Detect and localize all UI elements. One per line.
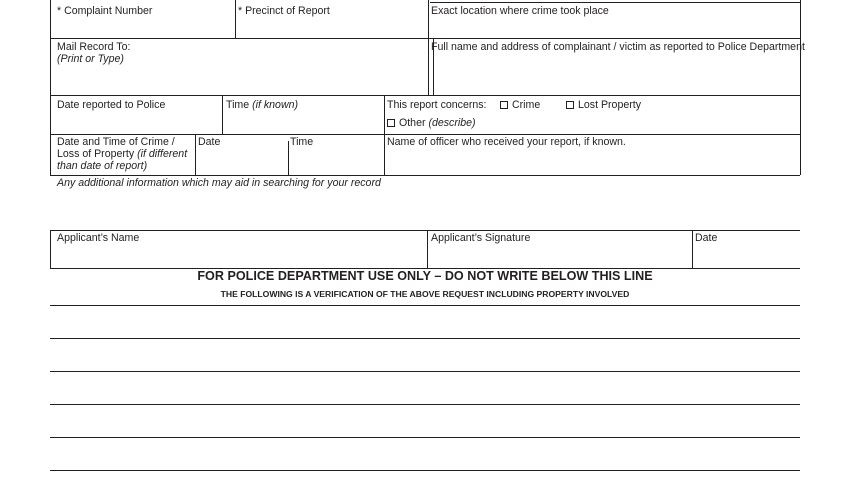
divider-crime-time bbox=[288, 141, 289, 175]
full-name-address-label: Full name and address of complainant / victim as reported to Police Department bbox=[431, 41, 805, 53]
print-or-type-label: (Print or Type) bbox=[57, 53, 124, 65]
date-time-crime-label-3: than date of report) bbox=[57, 160, 148, 172]
police-line-3 bbox=[50, 371, 800, 372]
exact-location-label: Exact location where crime took place bbox=[431, 5, 609, 17]
date-reported-label: Date reported to Police bbox=[57, 99, 166, 111]
signature-date-label: Date bbox=[695, 232, 718, 244]
divider-mid-row2 bbox=[428, 38, 429, 95]
applicant-signature-label: Applicant’s Signature bbox=[431, 232, 531, 244]
lost-property-option[interactable]: Lost Property bbox=[566, 99, 641, 111]
time-if-known-label: Time (if known) bbox=[226, 99, 299, 111]
divider-mid-row1 bbox=[428, 0, 429, 38]
police-line-5 bbox=[50, 437, 800, 438]
report-concerns-label: This report concerns: bbox=[387, 99, 487, 111]
other-option[interactable]: Other (describe) bbox=[387, 117, 476, 129]
verification-subheading: THE FOLLOWING IS A VERIFICATION OF THE ABOVE REQUEST INCLUDING PROPERTY INVOLVED bbox=[220, 289, 630, 299]
crime-option[interactable]: Crime bbox=[500, 99, 540, 111]
crime-checkbox[interactable] bbox=[500, 101, 508, 109]
right-border bbox=[800, 0, 801, 175]
officer-name-label: Name of officer who received your report, if known. bbox=[387, 136, 626, 148]
date-time-crime-label-2: Loss of Property (if different bbox=[57, 148, 188, 160]
additional-info-label: Any additional information which may aid in searching for your record bbox=[57, 177, 381, 189]
police-use-only-heading: FOR POLICE DEPARTMENT USE ONLY – DO NOT WRITE BELOW THIS LINE bbox=[197, 269, 653, 283]
complaint-number-label: * Complaint Number bbox=[57, 5, 153, 17]
police-line-2 bbox=[50, 338, 800, 339]
police-line-6 bbox=[50, 470, 800, 471]
divider-concerns bbox=[384, 95, 385, 175]
mail-record-label: Mail Record To: bbox=[57, 41, 131, 53]
other-checkbox[interactable] bbox=[387, 119, 395, 127]
precinct-label: * Precinct of Report bbox=[238, 5, 330, 17]
crime-time-label: Time bbox=[290, 136, 314, 148]
police-line-4 bbox=[50, 404, 800, 405]
date-time-crime-label-1: Date and Time of Crime / bbox=[57, 136, 175, 148]
applicant-name-label: Applicant’s Name bbox=[57, 232, 140, 244]
lost-property-checkbox[interactable] bbox=[566, 101, 574, 109]
police-line-1 bbox=[50, 305, 800, 306]
crime-date-label: Date bbox=[198, 136, 221, 148]
